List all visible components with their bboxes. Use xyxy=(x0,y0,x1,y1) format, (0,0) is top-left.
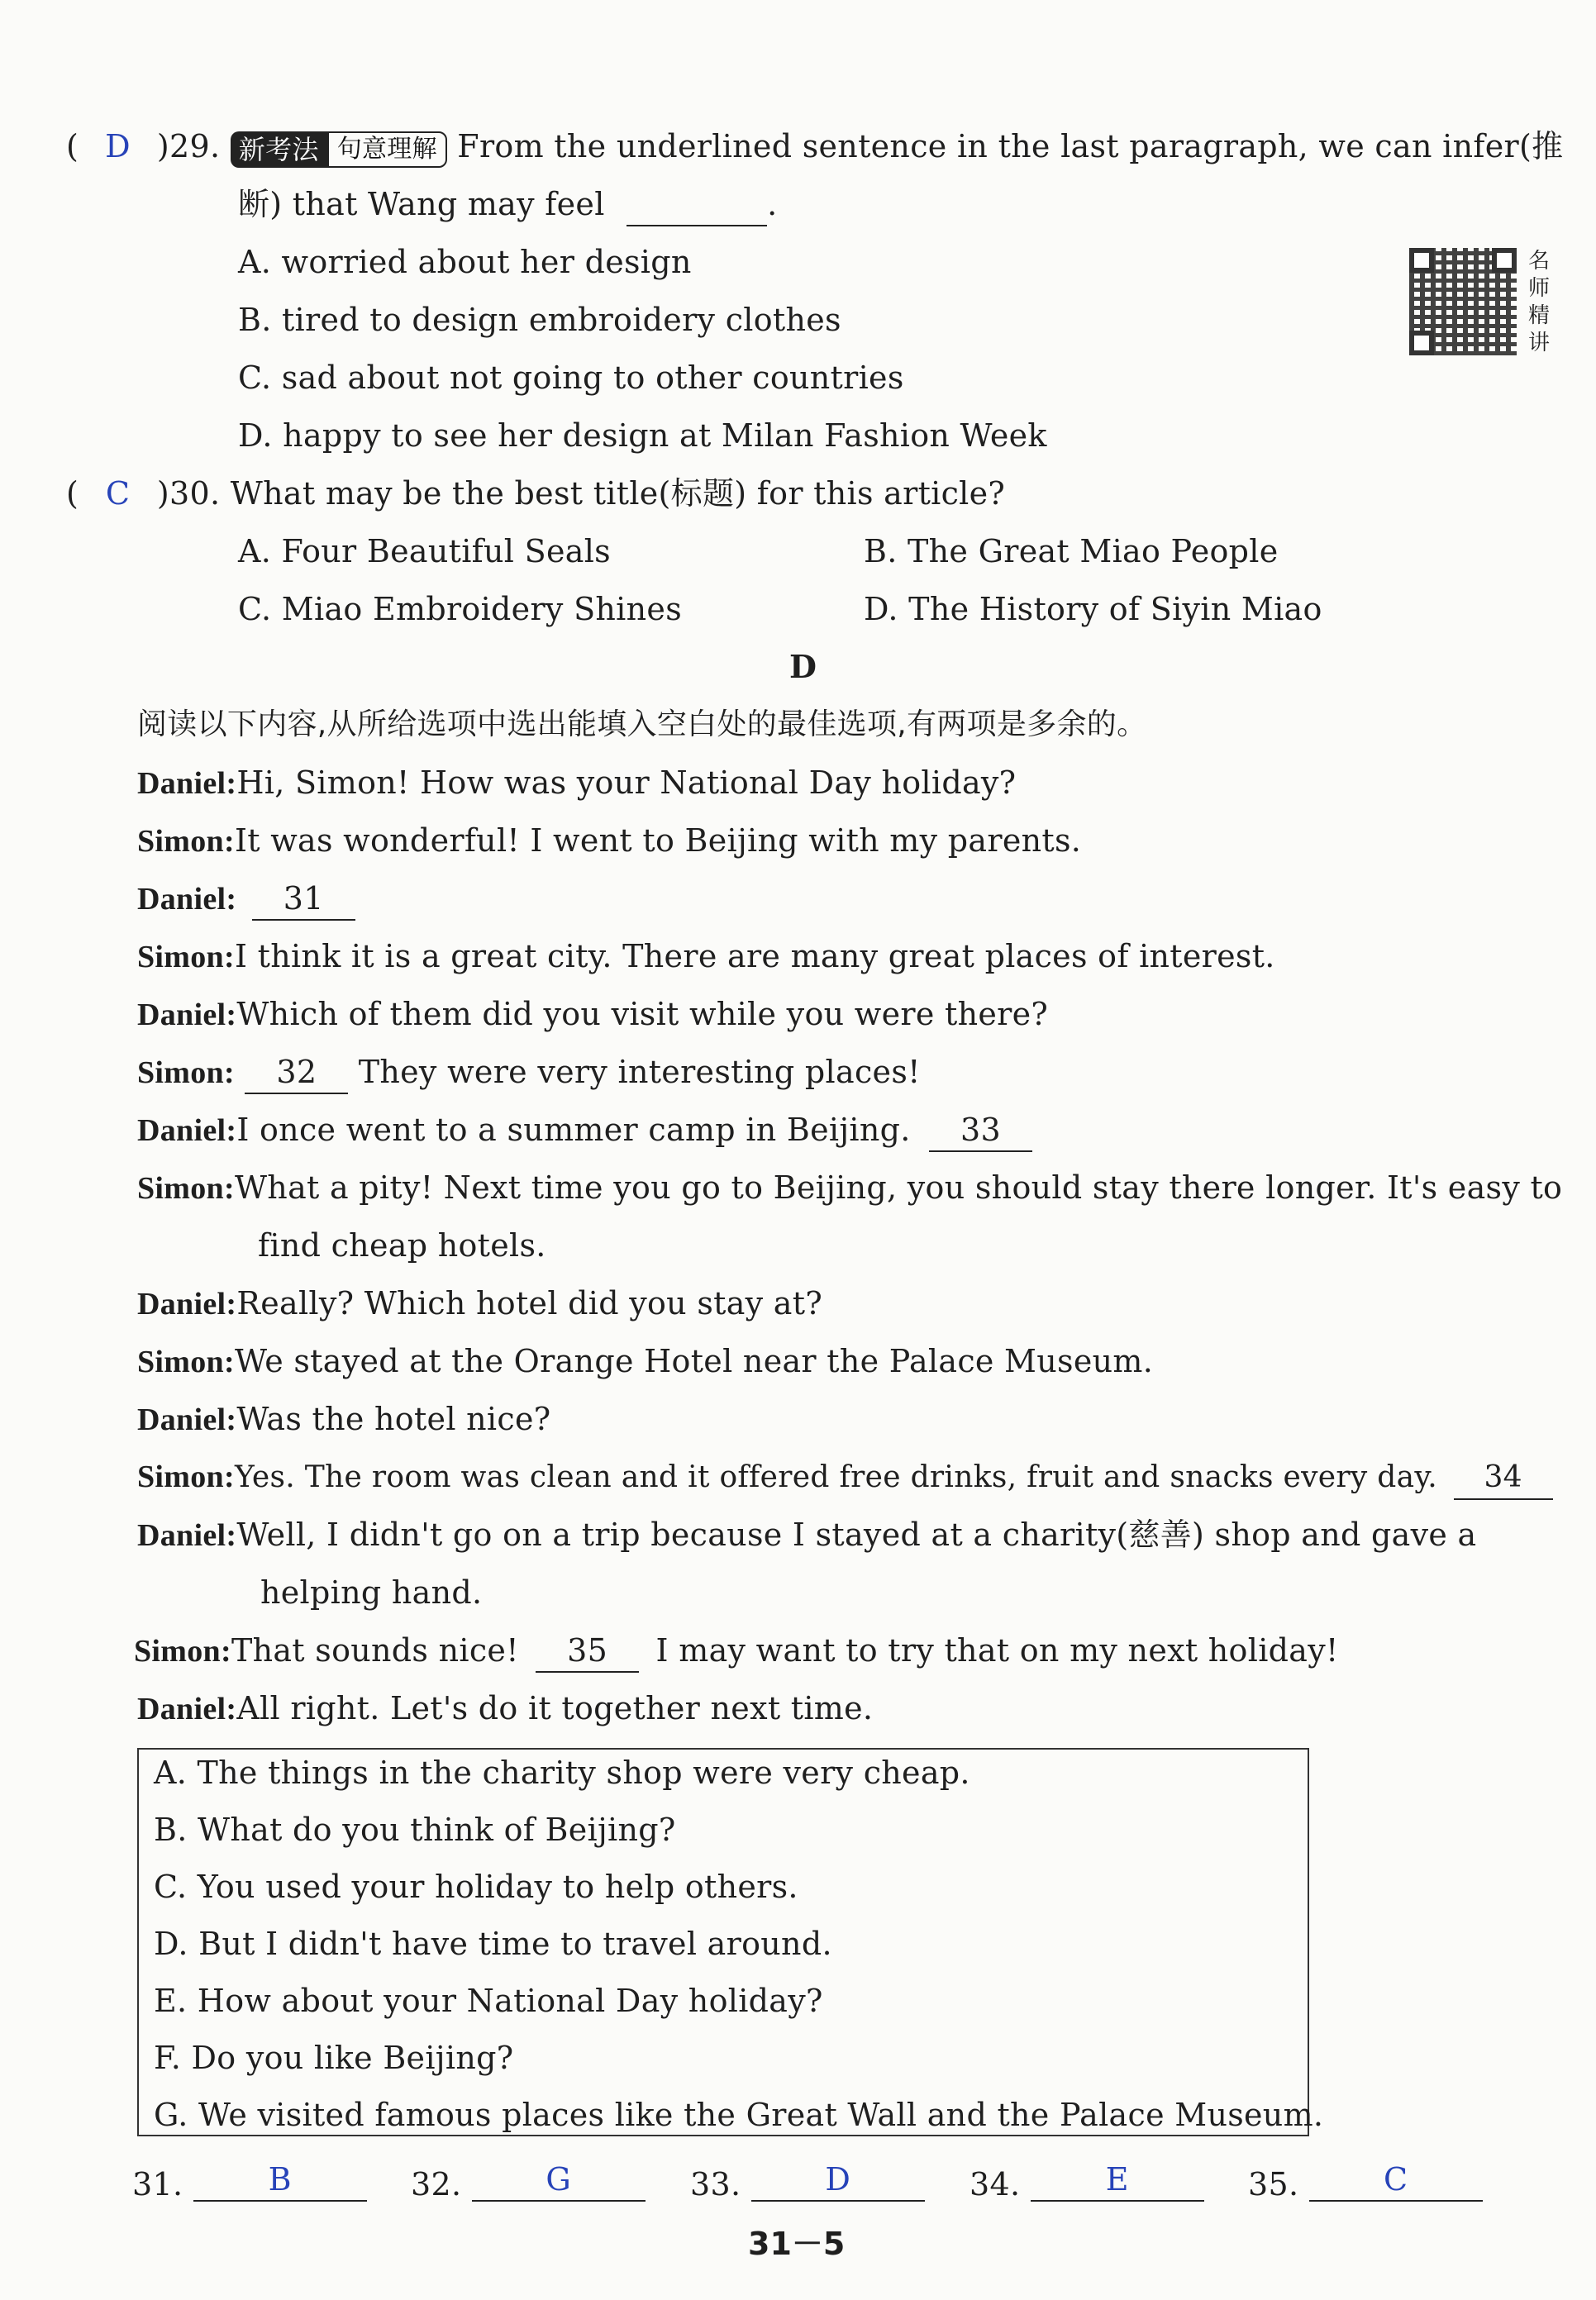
speaker: Daniel: xyxy=(137,1692,237,1726)
q29-stem-line2: 断) that Wang may feel xyxy=(238,186,605,222)
section-letter: D xyxy=(789,648,817,685)
speaker: Daniel: xyxy=(137,998,237,1032)
q30-stem: What may be the best title(标题) for this article? xyxy=(230,475,1006,512)
answer-34 xyxy=(970,2161,1204,2207)
speaker: Daniel: xyxy=(137,882,237,917)
dialogue-line-4 xyxy=(137,936,1275,978)
choice-b: B. What do you think of Beijing? xyxy=(154,1812,676,1848)
blank-34[interactable]: 34 xyxy=(1454,1457,1553,1500)
answer-number: 33. xyxy=(690,2166,741,2202)
qr-label: 名师精讲 xyxy=(1527,249,1550,355)
line-text: Really? Which hotel did you stay at? xyxy=(236,1285,823,1321)
choice-d: D. But I didn't have time to travel around. xyxy=(154,1926,832,1962)
dialogue-line-6 xyxy=(137,1051,921,1094)
speaker: Daniel: xyxy=(137,766,237,801)
blank-33[interactable]: 33 xyxy=(929,1109,1032,1152)
blank-31[interactable]: 31 xyxy=(252,878,355,921)
dialogue-line-3 xyxy=(137,878,355,921)
q29-stem-line2-row xyxy=(238,183,777,226)
speaker: Simon: xyxy=(137,824,235,859)
q29-number: )29. xyxy=(156,128,221,164)
choice-c: C. You used your holiday to help others. xyxy=(154,1869,798,1905)
page-number: 31－5 xyxy=(748,2226,846,2262)
answer-32 xyxy=(411,2161,646,2207)
dialogue-line-13b: helping hand. xyxy=(260,1574,483,1611)
q29-option-d: D. happy to see her design at Milan Fashion Week xyxy=(238,417,1047,454)
dialogue-line-7 xyxy=(137,1109,1032,1152)
answer-value[interactable]: B xyxy=(193,2159,367,2202)
line-text: Well, I didn't go on a trip because I stayed at a charity(慈善) shop and gave a xyxy=(236,1517,1477,1553)
line-text: That sounds nice! xyxy=(231,1632,519,1669)
speaker: Simon: xyxy=(137,1345,235,1379)
speaker: Daniel: xyxy=(137,1113,237,1148)
choice-a: A. The things in the charity shop were very cheap. xyxy=(154,1755,970,1791)
answer-number: 32. xyxy=(411,2166,462,2202)
blank-35[interactable]: 35 xyxy=(536,1630,639,1673)
answer-number: 35. xyxy=(1248,2166,1299,2202)
line-text: Was the hotel nice? xyxy=(236,1401,551,1437)
line-text: I think it is a great city. There are many great places of interest. xyxy=(234,938,1275,974)
q29-period: . xyxy=(767,186,778,222)
line-text: What a pity! Next time you go to Beijing, you should stay there longer. It's easy to xyxy=(234,1169,1563,1206)
speaker: Daniel: xyxy=(137,1518,237,1553)
answer-value[interactable]: C xyxy=(1309,2159,1483,2202)
q30-option-b: B. The Great Miao People xyxy=(864,533,1279,569)
speaker: Simon: xyxy=(137,1460,235,1494)
answer-value[interactable]: G xyxy=(472,2159,646,2202)
line-text: I once went to a summer camp in Beijing. xyxy=(236,1112,911,1148)
dialogue-line-12 xyxy=(137,1456,1553,1500)
open-paren: ( xyxy=(66,128,79,164)
line-text: All right. Let's do it together next time. xyxy=(236,1690,874,1726)
dialogue-line-2 xyxy=(137,820,1081,862)
q30-option-a: A. Four Beautiful Seals xyxy=(238,533,611,569)
line-text: Yes. The room was clean and it offered free drinks, fruit and snacks every day. xyxy=(234,1460,1437,1494)
choice-g: G. We visited famous places like the Great Wall and the Palace Museum. xyxy=(154,2097,1324,2133)
q30-answer: C xyxy=(105,475,131,512)
answer-number: 31. xyxy=(132,2166,183,2202)
new-method-badge: 新考法 xyxy=(231,131,327,168)
q30-header xyxy=(66,473,1005,514)
answer-value[interactable]: D xyxy=(751,2159,925,2202)
speaker: Simon: xyxy=(137,940,235,974)
answer-31 xyxy=(132,2161,367,2207)
q29-blank xyxy=(626,183,767,226)
speaker: Simon: xyxy=(134,1634,231,1669)
sentence-understanding-badge: 句意理解 xyxy=(327,131,447,168)
q30-number: )30. xyxy=(156,475,221,512)
q29-stem-line1: From the underlined sentence in the last paragraph, we can infer(推 xyxy=(457,128,1564,164)
dialogue-line-14 xyxy=(134,1630,1339,1673)
dialogue-line-1 xyxy=(137,762,1016,804)
dialogue-line-8b: find cheap hotels. xyxy=(258,1227,546,1264)
choice-f: F. Do you like Beijing? xyxy=(154,2040,514,2076)
q30-option-d: D. The History of Siyin Miao xyxy=(864,591,1322,627)
answer-value[interactable]: E xyxy=(1031,2159,1204,2202)
answer-number: 34. xyxy=(970,2166,1021,2202)
q29-option-c: C. sad about not going to other countries xyxy=(238,360,904,396)
line-text: Which of them did you visit while you were there? xyxy=(236,996,1049,1032)
speaker: Simon: xyxy=(137,1171,235,1206)
q30-option-c: C. Miao Embroidery Shines xyxy=(238,591,682,627)
choice-e: E. How about your National Day holiday? xyxy=(154,1983,823,2019)
speaker: Daniel: xyxy=(137,1287,237,1321)
section-instruction: 阅读以下内容,从所给选项中选出能填入空白处的最佳选项,有两项是多余的。 xyxy=(137,707,1147,741)
q29-answer: D xyxy=(105,128,131,164)
dialogue-line-11 xyxy=(137,1398,550,1440)
speaker: Daniel: xyxy=(137,1402,237,1437)
dialogue-line-8 xyxy=(137,1167,1562,1209)
blank-32[interactable]: 32 xyxy=(245,1051,348,1094)
dialogue-line-10 xyxy=(137,1340,1153,1383)
q29-header xyxy=(66,126,1563,168)
dialogue-line-5 xyxy=(137,993,1048,1036)
line-text: Hi, Simon! How was your National Day holiday? xyxy=(236,764,1017,801)
q29-option-a: A. worried about her design xyxy=(238,244,692,280)
dialogue-line-13 xyxy=(137,1514,1477,1556)
speaker: Simon: xyxy=(137,1055,235,1090)
dialogue-line-9 xyxy=(137,1283,822,1325)
answer-35 xyxy=(1248,2161,1483,2207)
line-text: They were very interesting places! xyxy=(358,1054,921,1090)
q29-option-b: B. tired to design embroidery clothes xyxy=(238,302,841,338)
line-text: We stayed at the Orange Hotel near the Palace Museum. xyxy=(234,1343,1154,1379)
open-paren: ( xyxy=(66,475,79,512)
line-text: It was wonderful! I went to Beijing with my parents. xyxy=(234,822,1082,859)
qr-code-icon[interactable] xyxy=(1409,248,1517,355)
dialogue-line-15 xyxy=(137,1688,873,1730)
line-text: I may want to try that on my next holiday! xyxy=(655,1632,1339,1669)
answer-33 xyxy=(690,2161,925,2207)
